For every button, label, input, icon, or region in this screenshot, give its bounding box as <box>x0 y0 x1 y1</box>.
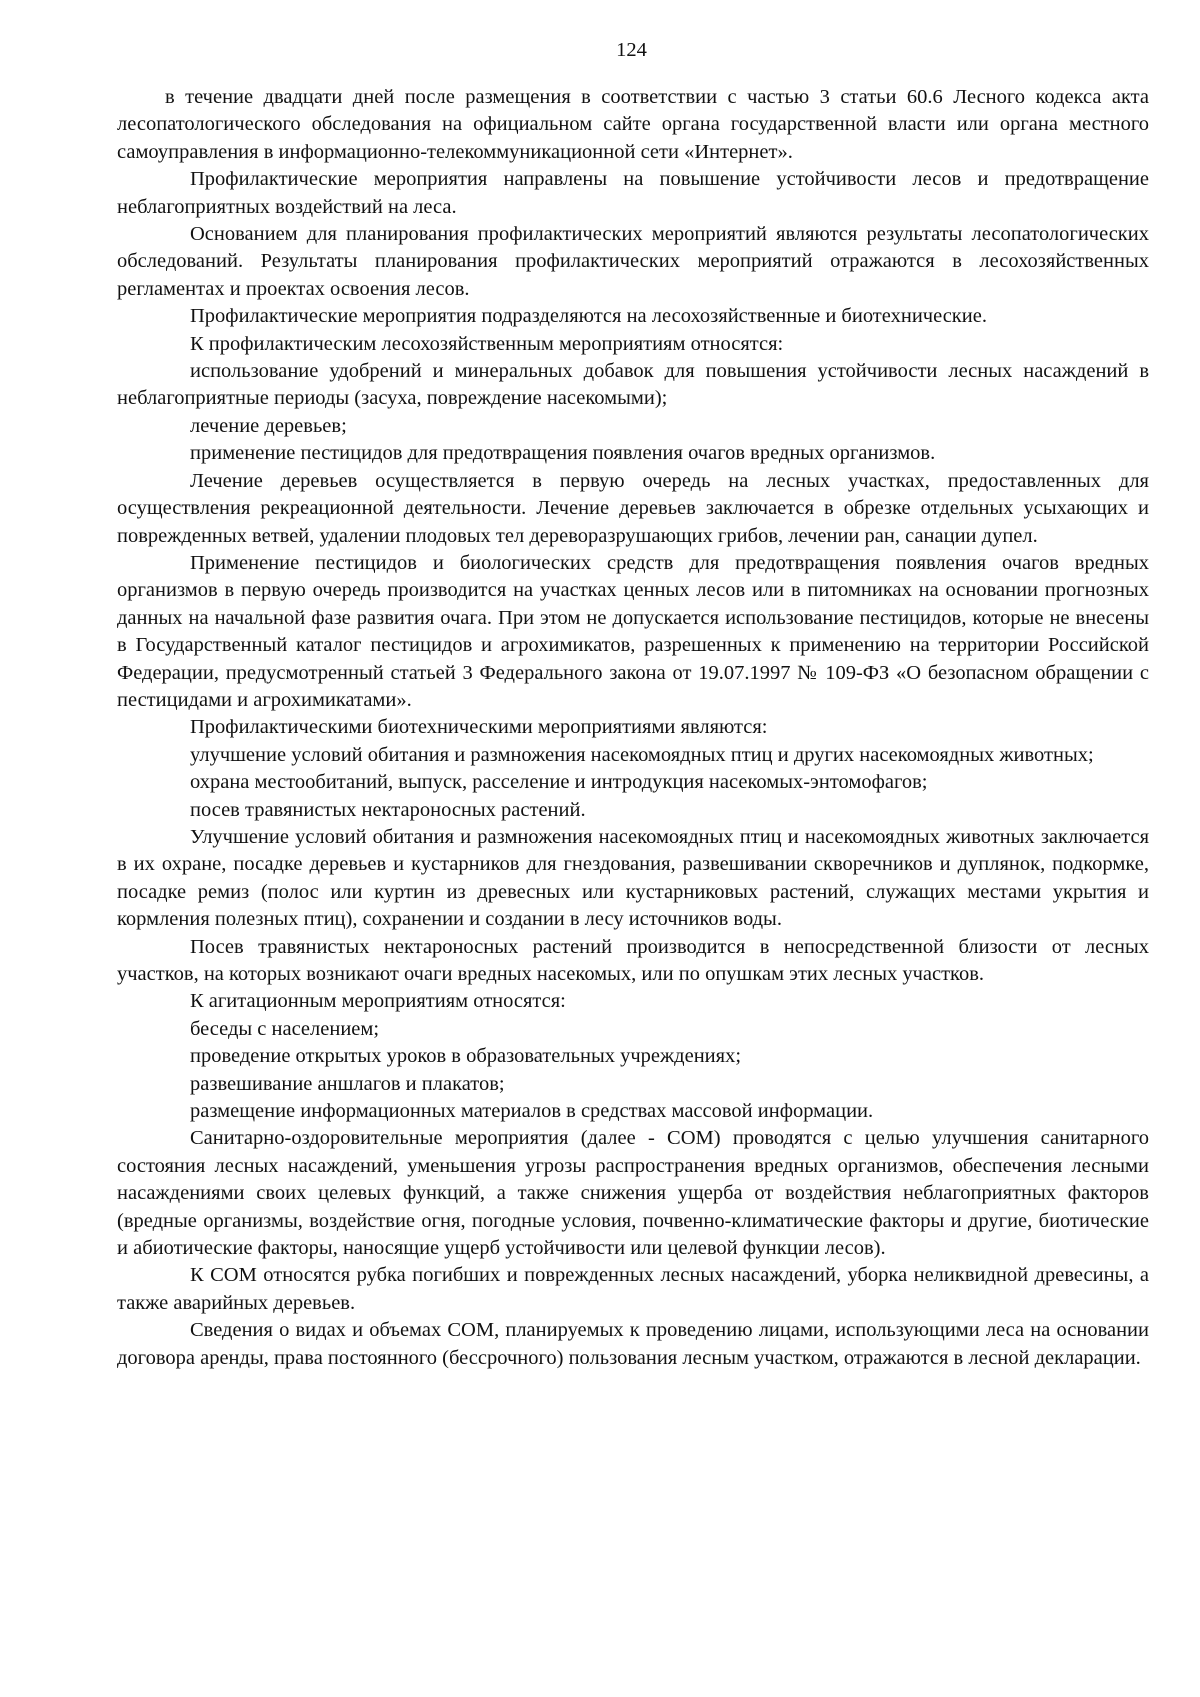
paragraph: Профилактическими биотехническими мероприятиями являются: <box>190 716 768 739</box>
paragraph: Санитарно-оздоровительные мероприятия (далее - СОМ) проводятся с целью улучшения санитарного состояния лесных насаждений, уменьшения угрозы распространения вредных организмов, обеспечения лесными насаждениями своих целевых функций, а также снижения ущерба от воздействия неблагоприятных факторов (вредные организмы, воздействие огня, погодные условия, почвенно-климатические факторы и другие, биотические и абиотические факторы, наносящие ущерб устойчивости или целевой функции лесов). <box>117 1127 1149 1260</box>
paragraph-continuation: в течение двадцати дней после размещения в соответствии с частью 3 статьи 60.6 Лесного кодекса акта лесопатологического обследования на официальном сайте органа государственной власти или органа местного самоуправления в информационно-телекоммуникационной сети «Интернет». <box>117 86 1149 163</box>
paragraph: Профилактические мероприятия подразделяются на лесохозяйственные и биотехнические. <box>190 305 987 328</box>
paragraph: Сведения о видах и объемах СОМ, планируемых к проведению лицами, использующими леса на основании договора аренды, права постоянного (бессрочного) пользования лесным участком, отражаются в лесной декларации. <box>117 1319 1149 1369</box>
list-item: лечение деревьев; <box>190 414 347 437</box>
paragraph: К профилактическим лесохозяйственным мероприятиям относятся: <box>190 332 784 355</box>
list-item: охрана местообитаний, выпуск, расселение и интродукция насекомых-энтомофагов; <box>190 771 928 794</box>
page-number: 124 <box>616 39 647 61</box>
paragraph: Основанием для планирования профилактических мероприятий являются результаты лесопатологических обследований. Результаты планирования профилактических мероприятий отражаются в лесохозяйственных регламентах и проектах освоения лесов. <box>117 223 1149 300</box>
paragraph: К агитационным мероприятиям относятся: <box>190 990 566 1013</box>
list-item: улучшение условий обитания и размножения насекомоядных птиц и других насекомоядных животных; <box>190 743 1094 766</box>
list-item: размещение информационных материалов в средствах массовой информации. <box>190 1100 874 1123</box>
list-item: применение пестицидов для предотвращения появления очагов вредных организмов. <box>190 442 936 465</box>
paragraph: Улучшение условий обитания и размножения насекомоядных птиц и насекомоядных животных заключается в их охране, посадке деревьев и кустарников для гнездования, развешивании скворечников и дуплянок, подкормке, посадке ремиз (полос или куртин из древесных или кустарниковых растений, служащих местами укрытия и кормления полезных птиц), сохранении и создании в лесу источников воды. <box>117 825 1149 931</box>
list-item: использование удобрений и минеральных добавок для повышения устойчивости лесных насаждений в неблагоприятные периоды (засуха, повреждение насекомыми); <box>117 360 1149 410</box>
paragraph: Посев травянистых нектароносных растений производится в непосредственной близости от лесных участков, на которых возникают очаги вредных насекомых, или по опушкам этих лесных участков. <box>117 935 1149 985</box>
paragraph: Профилактические мероприятия направлены на повышение устойчивости лесов и предотвращение неблагоприятных воздействий на леса. <box>117 168 1149 218</box>
paragraph: Лечение деревьев осуществляется в первую очередь на лесных участках, предоставленных для осуществления рекреационной деятельности. Лечение деревьев заключается в обрезке отдельных усыхающих и поврежденных ветвей, удалении плодовых тел дереворазрушающих грибов, лечении ран, санации дупел. <box>117 469 1149 547</box>
list-item: беседы с населением; <box>190 1017 380 1040</box>
list-item: проведение открытых уроков в образовательных учреждениях; <box>190 1045 742 1068</box>
document-body <box>117 84 1149 1372</box>
paragraph: К СОМ относятся рубка погибших и поврежденных лесных насаждений, уборка неликвидной древесины, а также аварийных деревьев. <box>117 1264 1149 1314</box>
paragraph: Применение пестицидов и биологических средств для предотвращения появления очагов вредных организмов в первую очередь производится на участках ценных лесов или в питомниках на основании прогнозных данных на начальной фазе развития очага. При этом не допускается использование пестицидов, которые не внесены в Государственный каталог пестицидов и агрохимикатов, разрешенных к применению на территории Российской Федерации, предусмотренный статьей 3 Федерального закона от 19.07.1997 № 109-ФЗ «О безопасном обращении с пестицидами и агрохимикатами». <box>117 551 1149 711</box>
list-item: посев травянистых нектароносных растений. <box>190 798 586 821</box>
list-item: развешивание аншлагов и плакатов; <box>190 1072 505 1095</box>
